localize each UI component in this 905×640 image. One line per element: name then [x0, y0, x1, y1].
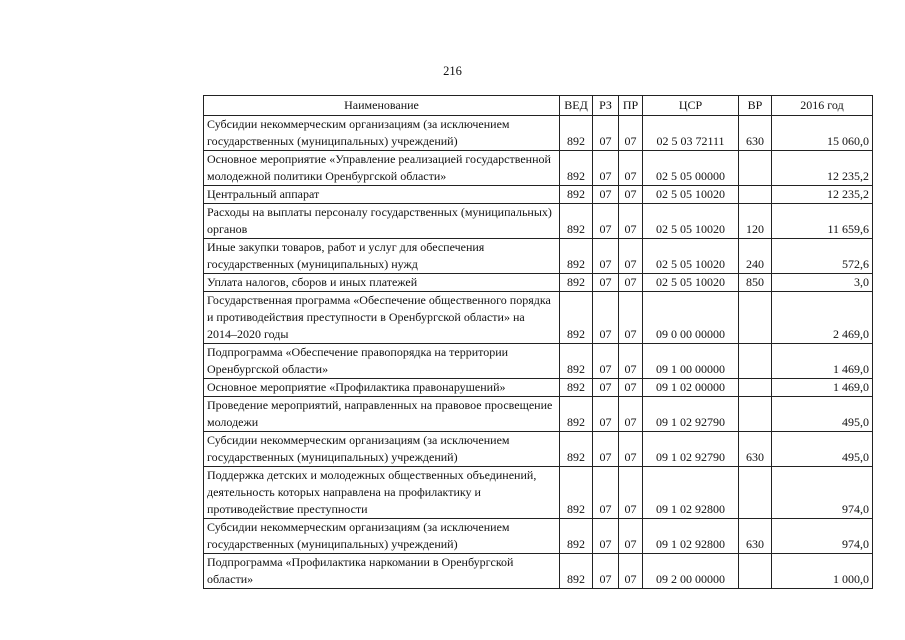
row-vr: [739, 554, 772, 589]
row-name: Основное мероприятие «Управление реализацией государственной молодежной политики Оренбургской области»: [204, 151, 560, 186]
row-vr: [739, 397, 772, 432]
row-name: Проведение мероприятий, направленных на правовое просвещение молодежи: [204, 397, 560, 432]
row-vr: [739, 292, 772, 344]
row-ved: 892: [560, 116, 593, 151]
row-vr: [739, 186, 772, 204]
row-ved: 892: [560, 292, 593, 344]
row-pr: 07: [619, 204, 643, 239]
budget-table: [203, 95, 873, 589]
row-rz: 07: [593, 151, 619, 186]
row-ved: 892: [560, 151, 593, 186]
row-name: Субсидии некоммерческим организациям (за исключением государственных (муниципальных) учреждений): [204, 116, 560, 151]
row-ved: 892: [560, 397, 593, 432]
row-pr: 07: [619, 274, 643, 292]
row-amount: 495,0: [772, 397, 873, 432]
row-rz: 07: [593, 292, 619, 344]
row-pr: 07: [619, 379, 643, 397]
table-row: [204, 467, 873, 519]
row-vr: [739, 151, 772, 186]
row-csr: 02 5 05 10020: [643, 239, 739, 274]
row-rz: 07: [593, 204, 619, 239]
table-row: [204, 519, 873, 554]
row-rz: 07: [593, 116, 619, 151]
row-pr: 07: [619, 116, 643, 151]
row-rz: 07: [593, 239, 619, 274]
row-rz: 07: [593, 467, 619, 519]
row-name: Центральный аппарат: [204, 186, 560, 204]
row-amount: 974,0: [772, 467, 873, 519]
row-csr: 09 1 02 00000: [643, 379, 739, 397]
table-row: [204, 274, 873, 292]
row-ved: 892: [560, 344, 593, 379]
table-row: [204, 151, 873, 186]
row-csr: 02 5 05 10020: [643, 204, 739, 239]
header-pr: ПР: [619, 96, 643, 116]
row-csr: 09 0 00 00000: [643, 292, 739, 344]
header-name: Наименование: [204, 96, 560, 116]
row-csr: 02 5 05 00000: [643, 151, 739, 186]
table-header-row: [204, 96, 873, 116]
row-pr: 07: [619, 186, 643, 204]
row-pr: 07: [619, 292, 643, 344]
row-vr: 850: [739, 274, 772, 292]
row-pr: 07: [619, 519, 643, 554]
row-vr: 120: [739, 204, 772, 239]
row-rz: 07: [593, 519, 619, 554]
row-amount: 974,0: [772, 519, 873, 554]
row-rz: 07: [593, 432, 619, 467]
row-amount: 15 060,0: [772, 116, 873, 151]
row-csr: 09 1 02 92790: [643, 432, 739, 467]
table-row: [204, 239, 873, 274]
row-name: Подпрограмма «Обеспечение правопорядка на территории Оренбургской области»: [204, 344, 560, 379]
row-name: Поддержка детских и молодежных общественных объединений, деятельность которых направлена на профилактику и противодействие преступности: [204, 467, 560, 519]
row-rz: 07: [593, 274, 619, 292]
page-number: 216: [443, 64, 462, 78]
row-amount: 572,6: [772, 239, 873, 274]
row-name: Расходы на выплаты персоналу государственных (муниципальных) органов: [204, 204, 560, 239]
row-csr: 02 5 05 10020: [643, 274, 739, 292]
row-amount: 2 469,0: [772, 292, 873, 344]
row-name: Уплата налогов, сборов и иных платежей: [204, 274, 560, 292]
table-row: [204, 397, 873, 432]
table-row: [204, 379, 873, 397]
table-row: [204, 554, 873, 589]
row-ved: 892: [560, 239, 593, 274]
row-name: Подпрограмма «Профилактика наркомании в Оренбургской области»: [204, 554, 560, 589]
header-csr: ЦСР: [643, 96, 739, 116]
row-pr: 07: [619, 151, 643, 186]
table-row: [204, 186, 873, 204]
row-rz: 07: [593, 554, 619, 589]
table-row: [204, 204, 873, 239]
row-csr: 09 1 00 00000: [643, 344, 739, 379]
header-rz: РЗ: [593, 96, 619, 116]
row-amount: 11 659,6: [772, 204, 873, 239]
row-amount: 12 235,2: [772, 186, 873, 204]
table-row: [204, 432, 873, 467]
row-rz: 07: [593, 397, 619, 432]
table-row: [204, 116, 873, 151]
header-vr: ВР: [739, 96, 772, 116]
row-ved: 892: [560, 467, 593, 519]
row-ved: 892: [560, 274, 593, 292]
row-rz: 07: [593, 379, 619, 397]
header-year: 2016 год: [772, 96, 873, 116]
row-amount: 12 235,2: [772, 151, 873, 186]
table-body: [204, 116, 873, 589]
row-pr: 07: [619, 467, 643, 519]
row-amount: 495,0: [772, 432, 873, 467]
row-csr: 09 1 02 92800: [643, 467, 739, 519]
row-vr: 630: [739, 519, 772, 554]
row-vr: [739, 467, 772, 519]
row-csr: 02 5 05 10020: [643, 186, 739, 204]
row-name: Основное мероприятие «Профилактика правонарушений»: [204, 379, 560, 397]
table-row: [204, 292, 873, 344]
row-amount: 3,0: [772, 274, 873, 292]
row-ved: 892: [560, 432, 593, 467]
row-pr: 07: [619, 239, 643, 274]
row-name: Субсидии некоммерческим организациям (за исключением государственных (муниципальных) учреждений): [204, 432, 560, 467]
row-csr: 09 1 02 92790: [643, 397, 739, 432]
row-ved: 892: [560, 204, 593, 239]
row-rz: 07: [593, 186, 619, 204]
row-pr: 07: [619, 432, 643, 467]
table-row: [204, 344, 873, 379]
row-pr: 07: [619, 397, 643, 432]
row-vr: 630: [739, 432, 772, 467]
row-name: Иные закупки товаров, работ и услуг для обеспечения государственных (муниципальных) нужд: [204, 239, 560, 274]
row-ved: 892: [560, 379, 593, 397]
row-vr: 630: [739, 116, 772, 151]
row-name: Государственная программа «Обеспечение общественного порядка и противодействия преступности в Оренбургской области» на 2014–2020 годы: [204, 292, 560, 344]
row-vr: [739, 379, 772, 397]
row-vr: [739, 344, 772, 379]
row-rz: 07: [593, 344, 619, 379]
row-amount: 1 469,0: [772, 379, 873, 397]
row-csr: 02 5 03 72111: [643, 116, 739, 151]
row-amount: 1 469,0: [772, 344, 873, 379]
row-csr: 09 1 02 92800: [643, 519, 739, 554]
row-ved: 892: [560, 519, 593, 554]
row-csr: 09 2 00 00000: [643, 554, 739, 589]
header-ved: ВЕД: [560, 96, 593, 116]
row-vr: 240: [739, 239, 772, 274]
row-ved: 892: [560, 186, 593, 204]
row-pr: 07: [619, 554, 643, 589]
row-ved: 892: [560, 554, 593, 589]
row-pr: 07: [619, 344, 643, 379]
row-name: Субсидии некоммерческим организациям (за исключением государственных (муниципальных) учреждений): [204, 519, 560, 554]
row-amount: 1 000,0: [772, 554, 873, 589]
